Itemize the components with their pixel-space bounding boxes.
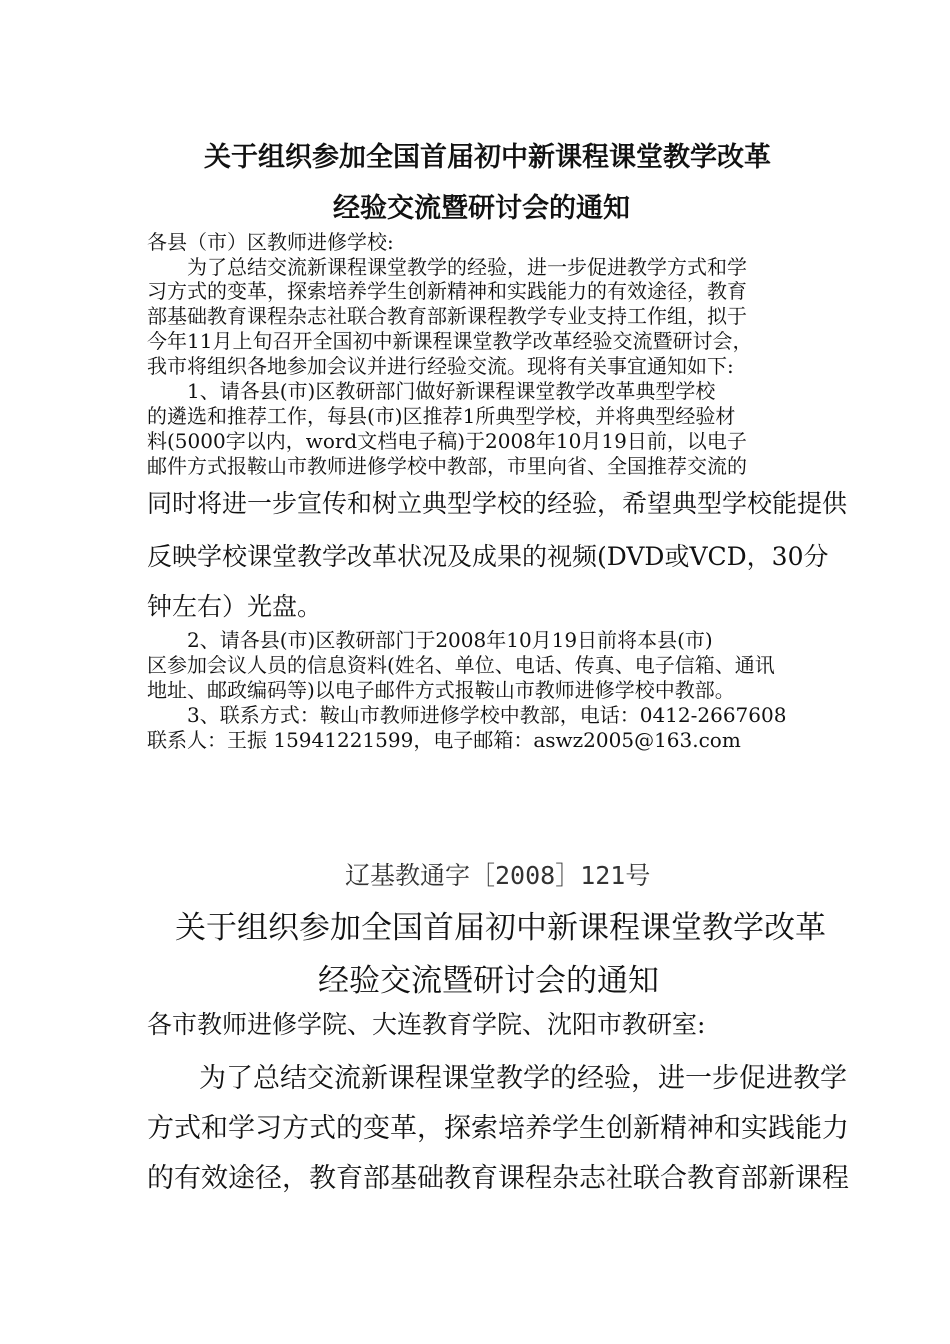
notice1-line: 料(5000字以内，word文档电子稿)于2008年10月19日前，以电子 <box>147 429 747 453</box>
notice1-title-line1: 关于组织参加全国首届初中新课程课堂教学改革 <box>204 142 771 173</box>
notice1-line: 2、请各县(市)区教研部门于2008年10月19日前将本县(市) <box>187 628 713 652</box>
notice2-line: 为了总结交流新课程课堂教学的经验，进一步促进教学 <box>199 1063 847 1094</box>
notice2-title-line1: 关于组织参加全国首届初中新课程课堂教学改革 <box>175 910 826 946</box>
notice1-line: 为了总结交流新课程课堂教学的经验，进一步促进教学方式和学 <box>187 255 747 279</box>
notice1-line: 地址、邮政编码等)以电子邮件方式报鞍山市教师进修学校中教部。 <box>147 678 735 702</box>
notice1-line: 3、联系方式：鞍山市教师进修学校中教部，电话：0412-2667608 <box>187 703 787 727</box>
notice1-line: 的遴选和推荐工作，每县(市)区推荐1所典型学校，并将典型经验材 <box>147 404 736 428</box>
notice1-line: 我市将组织各地参加会议并进行经验交流。现将有关事宜通知如下: <box>147 354 734 378</box>
notice1-title-line2: 经验交流暨研讨会的通知 <box>333 193 630 224</box>
notice1-line: 联系人：王振 15941221599，电子邮箱：aswz2005@163.com <box>147 728 741 752</box>
notice1-line: 1、请各县(市)区教研部门做好新课程课堂教学改革典型学校 <box>187 379 716 403</box>
notice1-line: 今年11月上旬召开全国初中新课程课堂教学改革经验交流暨研讨会， <box>147 329 753 353</box>
notice2-addressee: 各市教师进修学院、大连教育学院、沈阳市教研室: <box>147 1010 706 1039</box>
notice1-line: 邮件方式报鞍山市教师进修学校中教部，市里向省、全国推荐交流的 <box>147 454 747 478</box>
notice1-addressee: 各县（市）区教师进修学校: <box>147 230 394 254</box>
notice2-doc-number: 辽基教通字［2008］121号 <box>345 861 651 890</box>
notice1-line: 反映学校课堂教学改革状况及成果的视频(DVD或VCD，30分 <box>147 542 829 571</box>
notice2-line: 方式和学习方式的变革，探索培养学生创新精神和实践能力 <box>147 1113 849 1144</box>
notice1-line: 部基础教育课程杂志社联合教育部新课程教学专业支持工作组，拟于 <box>147 304 747 328</box>
notice1-line: 同时将进一步宣传和树立典型学校的经验，希望典型学校能提供 <box>147 489 848 518</box>
notice2-line: 的有效途径，教育部基础教育课程杂志社联合教育部新课程 <box>147 1163 849 1194</box>
notice2-title-line2: 经验交流暨研讨会的通知 <box>318 963 659 999</box>
notice1-line: 区参加会议人员的信息资料(姓名、单位、电话、传真、电子信箱、通讯 <box>147 653 775 677</box>
notice1-line: 钟左右）光盘。 <box>147 592 323 621</box>
notice1-line: 习方式的变革，探索培养学生创新精神和实践能力的有效途径，教育 <box>147 279 747 303</box>
